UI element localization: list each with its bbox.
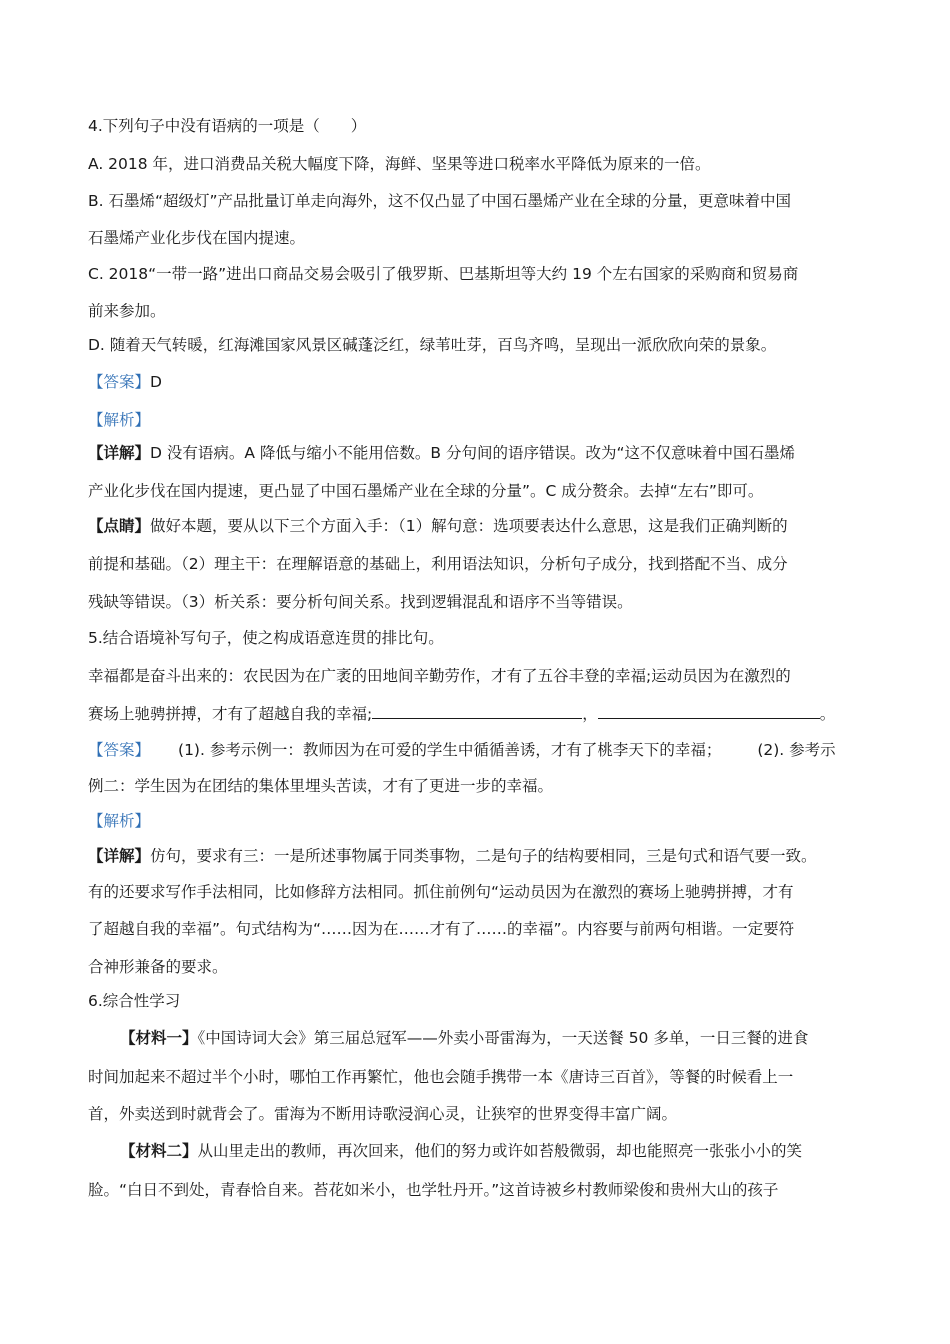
material-1-label: 【材料一】 [120, 1029, 198, 1047]
tip-label: 【点睛】 [88, 517, 151, 535]
answer-value: D [150, 373, 162, 391]
detail-line-1-q4 [88, 443, 795, 463]
material-2-label: 【材料二】 [120, 1142, 198, 1160]
detail-label-q5: 【详解】 [88, 847, 151, 865]
option-c-line-1: C. 2018“一带一路”进出口商品交易会吸引了俄罗斯、巴基斯坦等大约 19 个左右国家的采购商和贸易商 [88, 265, 799, 283]
detail-line-2-q5: 有的还要求写作手法相同，比如修辞方法相同。抓住前例句“运动员因为在激烈的赛场上驰骋拼搏，才有 [88, 883, 794, 901]
question-6-stem: 6.综合性学习 [88, 992, 181, 1010]
answer-label-q5: 【答案】 [88, 741, 151, 759]
option-b-line-1: B. 石墨烯“超级灯”产品批量订单走向海外，这不仅凸显了中国石墨烯产业在全球的分量，更意味着中国 [88, 192, 792, 210]
detail-line-2-q4: 产业化步伐在国内提速，更凸显了中国石墨烯产业在全球的分量”。C 成分赘余。去掉“左右”即可。 [88, 482, 764, 500]
option-d: D. 随着天气转暖，红海滩国家风景区碱蓬泛红，绿苇吐芽，百鸟齐鸣，呈现出一派欣欣向荣的景象。 [88, 336, 777, 354]
material-2-text: 从山里走出的教师，再次回来，他们的努力或许如苔般微弱，却也能照亮一张张小小的笑 [197, 1142, 803, 1160]
q5-comma: ， [582, 705, 598, 723]
detail-line-4-q5: 合神形兼备的要求。 [88, 958, 228, 976]
detail-label: 【详解】 [88, 444, 151, 462]
detail-text: D 没有语病。A 降低与缩小不能用倍数。B 分句间的语序错误。改为“这不仅意味着中国石墨烯 [150, 444, 796, 462]
q5-period: 。 [819, 705, 836, 723]
fill-blank-1[interactable] [372, 704, 582, 719]
option-b-line-2: 石墨烯产业化步伐在国内提速。 [88, 229, 306, 247]
answer-example-1: (1). 参考示例一：教师因为在可爱的学生中循循善诱，才有了桃李天下的幸福； [178, 741, 722, 759]
fill-blank-2[interactable] [598, 704, 820, 719]
tip-text: 做好本题，要从以下三个方面入手：（1）解句意：选项要表达什么意思，这是我们正确判断的 [150, 517, 788, 535]
answer-line-q5 [88, 740, 836, 760]
analysis-label-q4: 【解析】 [88, 411, 151, 429]
answer-example-2-rest: 例二：学生因为在团结的集体里埋头苦读，才有了更进一步的幸福。 [88, 777, 554, 795]
q5-text-line-1: 幸福都是奋斗出来的：农民因为在广袤的田地间辛勤劳作，才有了五谷丰登的幸福;运动员因为在激烈的 [88, 667, 791, 685]
answer-example-2-start: (2). 参考示 [757, 741, 836, 759]
detail-line-3-q5: 了超越自我的幸福”。句式结构为“……因为在……才有了……的幸福”。内容要与前两句相谐。一定要符 [88, 920, 795, 938]
material-1-line-1 [120, 1028, 808, 1048]
material-2-line-2: 脸。“白日不到处，青春恰自来。苔花如米小，也学牡丹开。”这首诗被乡村教师梁俊和贵州大山的孩子 [88, 1181, 779, 1199]
detail-text-q5: 仿句，要求有三：一是所述事物属于同类事物，二是句子的结构要相同，三是句式和语气要一致。 [150, 847, 817, 865]
detail-line-1-q5 [88, 846, 817, 866]
material-1-line-2: 时间加起来不超过半个小时，哪怕工作再繁忙，他也会随手携带一本《唐诗三百首》，等餐的时候看上一 [88, 1068, 794, 1086]
answer-line-q4 [88, 372, 162, 392]
material-2-line-1 [120, 1141, 802, 1161]
q5-text-line-2 [88, 704, 835, 724]
analysis-label-q5: 【解析】 [88, 812, 151, 830]
tip-line-2: 前提和基础。（2）理主干：在理解语意的基础上，利用语法知识，分析句子成分，找到搭配不当、成分 [88, 555, 788, 573]
q5-text-line-2-start: 赛场上驰骋拼搏，才有了超越自我的幸福; [88, 705, 373, 723]
answer-label: 【答案】 [88, 373, 151, 391]
tip-line-1 [88, 516, 788, 536]
material-1-line-3: 首，外卖送到时就背会了。雷海为不断用诗歌浸润心灵，让狭窄的世界变得丰富广阔。 [88, 1105, 678, 1123]
material-1-text: 《中国诗词大会》第三届总冠军——外卖小哥雷海为，一天送餐 50 多单，一日三餐的进食 [197, 1029, 809, 1047]
option-c-line-2: 前来参加。 [88, 302, 166, 320]
tip-line-3: 残缺等错误。（3）析关系：要分析句间关系。找到逻辑混乱和语序不当等错误。 [88, 593, 633, 611]
question-5-stem: 5.结合语境补写句子，使之构成语意连贯的排比句。 [88, 629, 444, 647]
option-a: A. 2018 年，进口消费品关税大幅度下降，海鲜、坚果等进口税率水平降低为原来的一倍。 [88, 155, 711, 173]
question-4-stem: 4.下列句子中没有语病的一项是（ ） [88, 117, 367, 135]
